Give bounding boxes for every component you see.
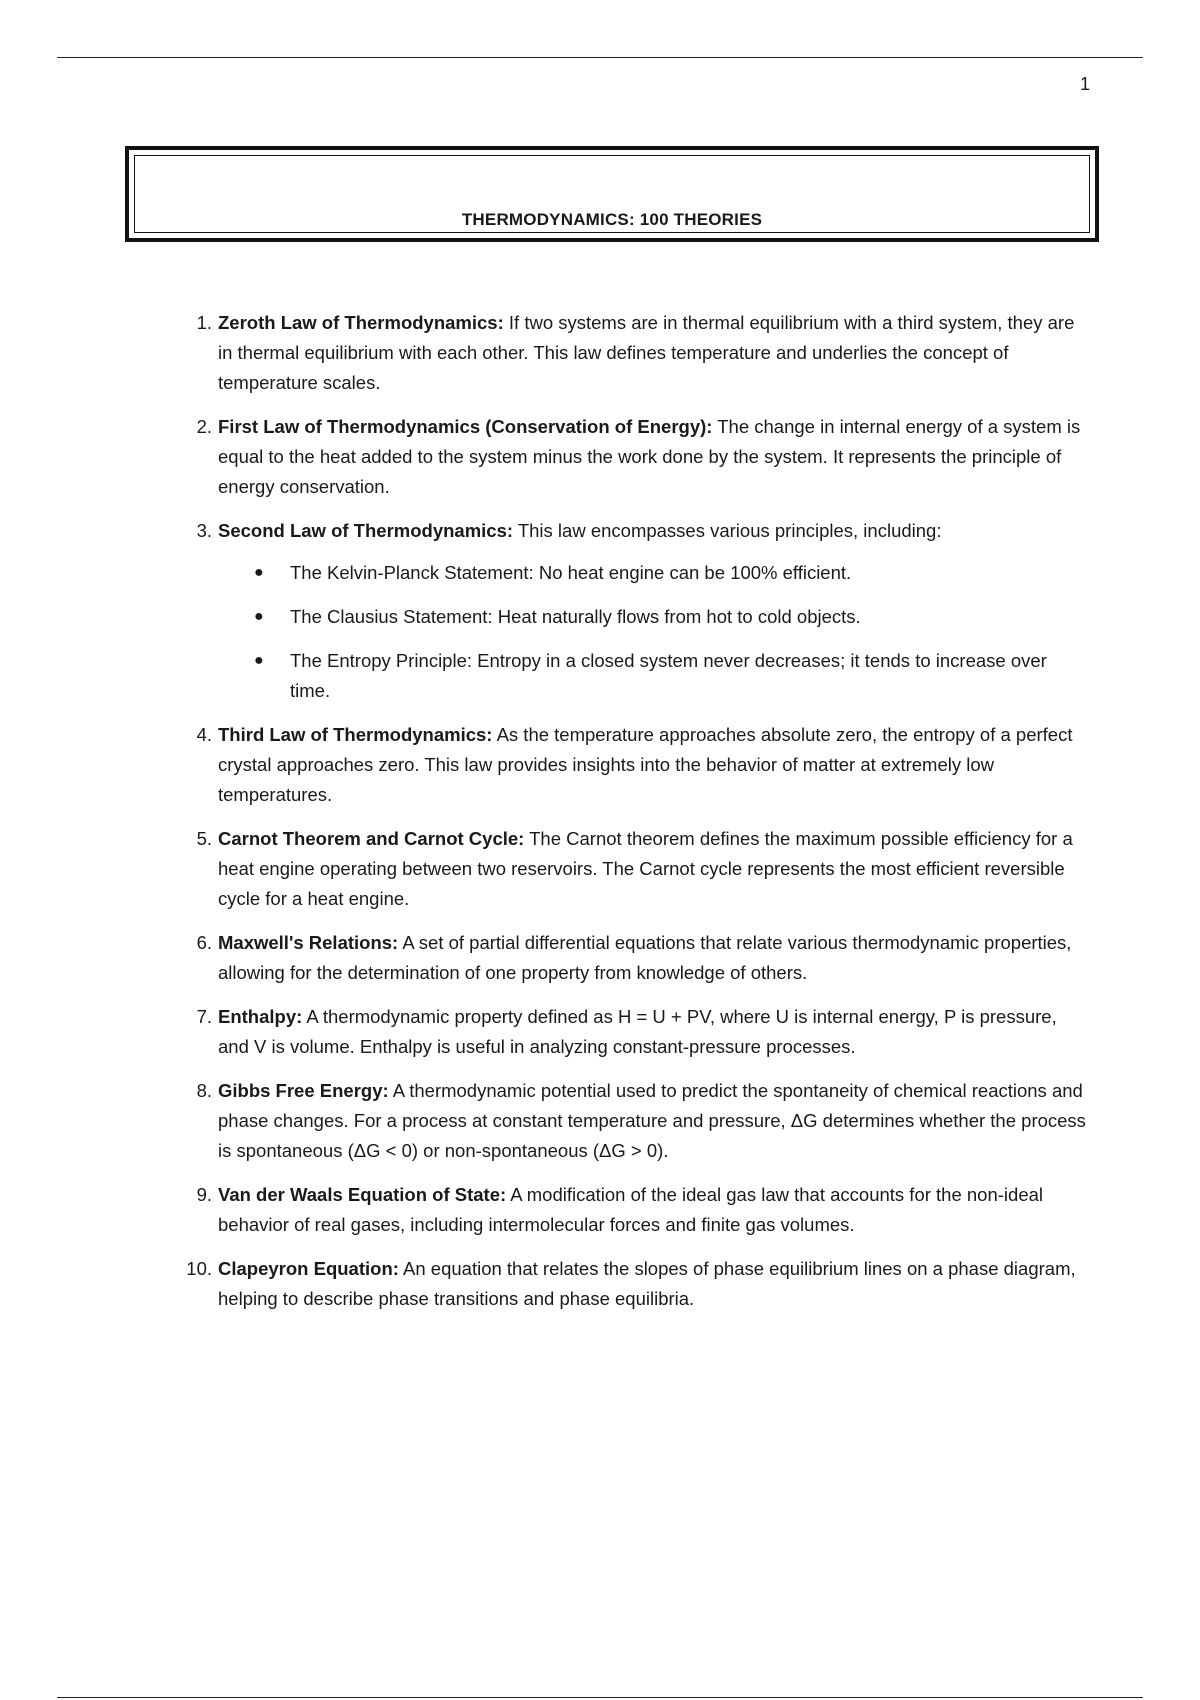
theory-item <box>170 308 1090 398</box>
theory-term: Zeroth Law of Thermodynamics: <box>218 312 504 333</box>
sub-list-item <box>218 602 1090 632</box>
theory-item <box>170 1254 1090 1314</box>
theory-description: A thermodynamic potential used to predict the spontaneity of chemical reactions and phase changes. For a process at constant temperature and pressure, ΔG determines whether the process is spontaneous (ΔG < 0) or non-spontaneous (ΔG > 0). <box>218 1080 1086 1161</box>
theory-number: 7. <box>196 1006 212 1027</box>
theory-list <box>170 308 1090 1328</box>
theory-item <box>170 516 1090 706</box>
theory-number: 9. <box>196 1184 212 1205</box>
theory-item <box>170 1076 1090 1166</box>
theory-description: This law encompasses various principles, including: <box>513 520 942 541</box>
theory-number: 10. <box>186 1258 212 1279</box>
sub-item-text: The Entropy Principle: Entropy in a closed system never decreases; it tends to increase over time. <box>290 650 1047 701</box>
theory-item <box>170 824 1090 914</box>
theory-item <box>170 412 1090 502</box>
theory-term: Second Law of Thermodynamics: <box>218 520 514 541</box>
theory-number: 3. <box>196 520 212 541</box>
theory-description: A thermodynamic property defined as H = U + PV, where U is internal energy, P is pressure, and V is volume. Enthalpy is useful in analyzing constant-pressure processes. <box>218 1006 1057 1057</box>
header-rule <box>57 57 1143 58</box>
page-number: 1 <box>1079 74 1090 94</box>
sub-item-text: The Kelvin-Planck Statement: No heat engine can be 100% efficient. <box>290 562 852 583</box>
theory-description: As the temperature approaches absolute zero, the entropy of a perfect crystal approaches zero. This law provides insights into the behavior of matter at extremely low temperatures. <box>218 724 1073 805</box>
theory-number: 5. <box>196 828 212 849</box>
theory-term: Gibbs Free Energy: <box>218 1080 389 1101</box>
theory-description: A modification of the ideal gas law that accounts for the non-ideal behavior of real gases, including intermolecular forces and finite gas volumes. <box>218 1184 1044 1235</box>
theory-item <box>170 928 1090 988</box>
theory-term: Enthalpy: <box>218 1006 303 1027</box>
theory-number: 1. <box>196 312 212 333</box>
title-box <box>125 146 1099 242</box>
bullet-icon: ● <box>254 608 264 625</box>
theory-item <box>170 1002 1090 1062</box>
sub-item-text: The Clausius Statement: Heat naturally flows from hot to cold objects. <box>290 606 861 627</box>
theory-description: The change in internal energy of a system is equal to the heat added to the system minus the work done by the system. It represents the principle of energy conservation. <box>218 416 1081 497</box>
theory-term: First Law of Thermodynamics (Conservation of Energy): <box>218 416 713 437</box>
theory-description: A set of partial differential equations that relate various thermodynamic properties, allowing for the determination of one property from knowledge of others. <box>218 932 1072 983</box>
theory-number: 2. <box>196 416 212 437</box>
footer-rule <box>57 1697 1143 1698</box>
theory-term: Maxwell's Relations: <box>218 932 399 953</box>
bullet-icon: ● <box>254 652 264 669</box>
theory-description: If two systems are in thermal equilibrium with a third system, they are in thermal equilibrium with each other. This law defines temperature and underlies the concept of temperature scales. <box>218 312 1075 393</box>
theory-description: The Carnot theorem defines the maximum possible efficiency for a heat engine operating between two reservoirs. The Carnot cycle represents the most efficient reversible cycle for a heat engine. <box>218 828 1073 909</box>
theory-number: 8. <box>196 1080 212 1101</box>
document-title: THERMODYNAMICS: 100 THEORIES <box>461 210 763 229</box>
theory-number: 4. <box>196 724 212 745</box>
theory-number: 6. <box>196 932 212 953</box>
theory-term: Clapeyron Equation: <box>218 1258 399 1279</box>
theory-term: Van der Waals Equation of State: <box>218 1184 507 1205</box>
theory-item <box>170 720 1090 810</box>
sub-list-item <box>218 558 1090 588</box>
theory-description: An equation that relates the slopes of phase equilibrium lines on a phase diagram, helping to describe phase transitions and phase equilibria. <box>218 1258 1076 1309</box>
theory-item <box>170 1180 1090 1240</box>
bullet-icon: ● <box>254 564 264 581</box>
theory-term: Carnot Theorem and Carnot Cycle: <box>218 828 525 849</box>
second-law-statements <box>218 558 1090 706</box>
sub-list-item <box>218 646 1090 706</box>
theory-term: Third Law of Thermodynamics: <box>218 724 493 745</box>
